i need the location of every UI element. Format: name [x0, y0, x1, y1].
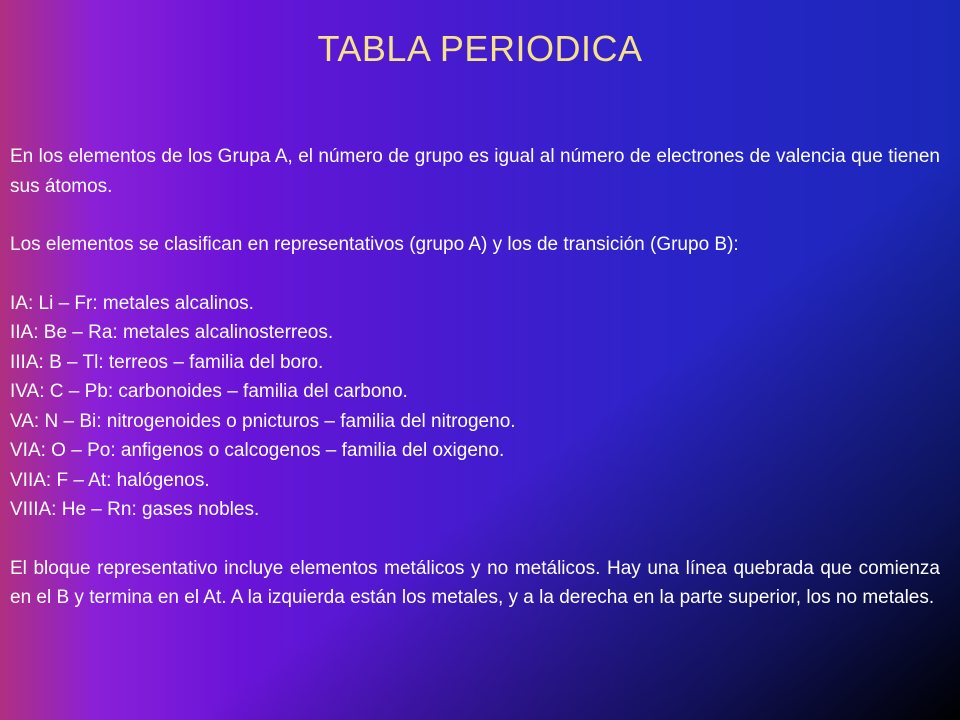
group-item-iiia: IIIA: B – Tl: terreos – familia del boro. [10, 351, 324, 373]
group-item-ia: IA: Li – Fr: metales alcalinos. [10, 292, 254, 314]
paragraph-representative-block: El bloque representativo incluye elementos metálicos y no metálicos. Hay una línea quebrada que comienza en el B y termina en el At. A la izquierda están los metales, y a la derecha en la parte superior, los no metales. [10, 557, 940, 608]
group-item-viia: VIIA: F – At: halógenos. [10, 469, 210, 491]
paragraph-group-a: En los elementos de los Grupa A, el número de grupo es igual al número de electrones de valencia que tienen sus átomos. [10, 146, 940, 197]
spacer [10, 525, 940, 554]
slide-body [10, 142, 940, 613]
paragraph-classification: Los elementos se clasifican en representativos (grupo A) y los de transición (Grupo B): [10, 234, 739, 255]
spacer [10, 260, 940, 289]
group-item-iva: IVA: C – Pb: carbonoides – familia del carbono. [10, 381, 408, 402]
group-list [10, 289, 940, 525]
group-item-viiia: VIIIA: He – Rn: gases nobles. [10, 499, 260, 520]
slide-title: TABLA PERIODICA [317, 28, 643, 69]
group-item-va: VA: N – Bi: nitrogenoides o pnicturos – familia del nitrogeno. [10, 410, 516, 432]
group-item-via: VIA: O – Po: anfigenos o calcogenos – familia del oxigeno. [10, 440, 505, 461]
spacer [10, 201, 940, 230]
group-item-iia: IIA: Be – Ra: metales alcalinosterreos. [10, 322, 334, 343]
